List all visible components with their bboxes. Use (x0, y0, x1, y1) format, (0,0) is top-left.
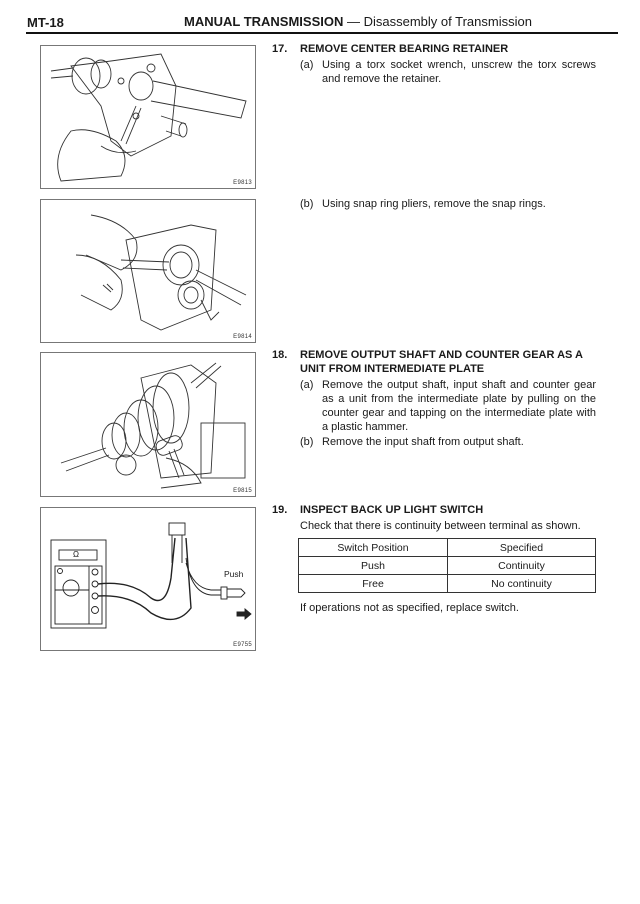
sub-text: Using a torx socket wrench, unscrew the torx screws and remove the retainer. (322, 59, 596, 85)
sub-label: (a) (300, 59, 314, 71)
table-row (299, 557, 596, 575)
snap-ring-pliers-illustration-icon (41, 200, 255, 342)
step-title: REMOVE OUTPUT SHAFT AND COUNTER GEAR AS A UNIT FROM INTERMEDIATE PLATE (300, 349, 583, 375)
torx-wrench-illustration-icon (41, 46, 255, 188)
table-header-row (299, 539, 596, 557)
sub-text: Using snap ring pliers, remove the snap rings. (322, 198, 546, 210)
sub-text: Remove the output shaft, input shaft and counter gear as a unit from the intermediate plate by pulling on the counter gear and tapping on the intermediate plate with a plastic hammer. (322, 379, 596, 433)
ohmmeter-switch-illustration-icon (41, 508, 255, 650)
figure-ohmmeter-switch (40, 507, 256, 651)
figure-code: E9815 (233, 488, 252, 494)
figure-code: E9814 (233, 334, 252, 340)
ohm-symbol: Ω (73, 550, 79, 559)
table-cell: No continuity (448, 575, 596, 593)
step-number: 17. (272, 43, 288, 55)
sub-label: (b) (300, 436, 314, 448)
table-row (299, 575, 596, 593)
title-separator: — (343, 14, 364, 29)
table-cell: Push (299, 557, 448, 575)
figure-snap-ring-pliers (40, 199, 256, 343)
push-label: Push (224, 569, 244, 579)
step-19-note: If operations not as specified, replace switch. (300, 602, 519, 614)
step-19-intro: Check that there is continuity between terminal as shown. (300, 520, 581, 532)
page-header (26, 10, 618, 34)
subsection-title: Disassembly of Transmission (363, 14, 532, 29)
step-number: 18. (272, 349, 288, 361)
header-title (184, 14, 532, 29)
step-number: 19. (272, 504, 288, 516)
figure-plastic-hammer (40, 352, 256, 497)
figure-torx-wrench (40, 45, 256, 189)
section-title: MANUAL TRANSMISSION (184, 14, 344, 29)
step-title: INSPECT BACK UP LIGHT SWITCH (300, 504, 484, 516)
table-header-cell: Specified (448, 539, 596, 557)
table-cell: Free (299, 575, 448, 593)
figure-code: E9755 (233, 642, 252, 648)
table-header-cell: Switch Position (299, 539, 448, 557)
plastic-hammer-gear-illustration-icon (41, 353, 255, 496)
sub-label: (b) (300, 198, 314, 210)
table-cell: Continuity (448, 557, 596, 575)
sub-label: (a) (300, 379, 314, 391)
step-title: REMOVE CENTER BEARING RETAINER (300, 43, 509, 55)
sub-text: Remove the input shaft from output shaft. (322, 436, 524, 448)
page-number: MT-18 (27, 15, 64, 30)
switch-spec-table (298, 538, 596, 593)
figure-code: E9813 (233, 180, 252, 186)
